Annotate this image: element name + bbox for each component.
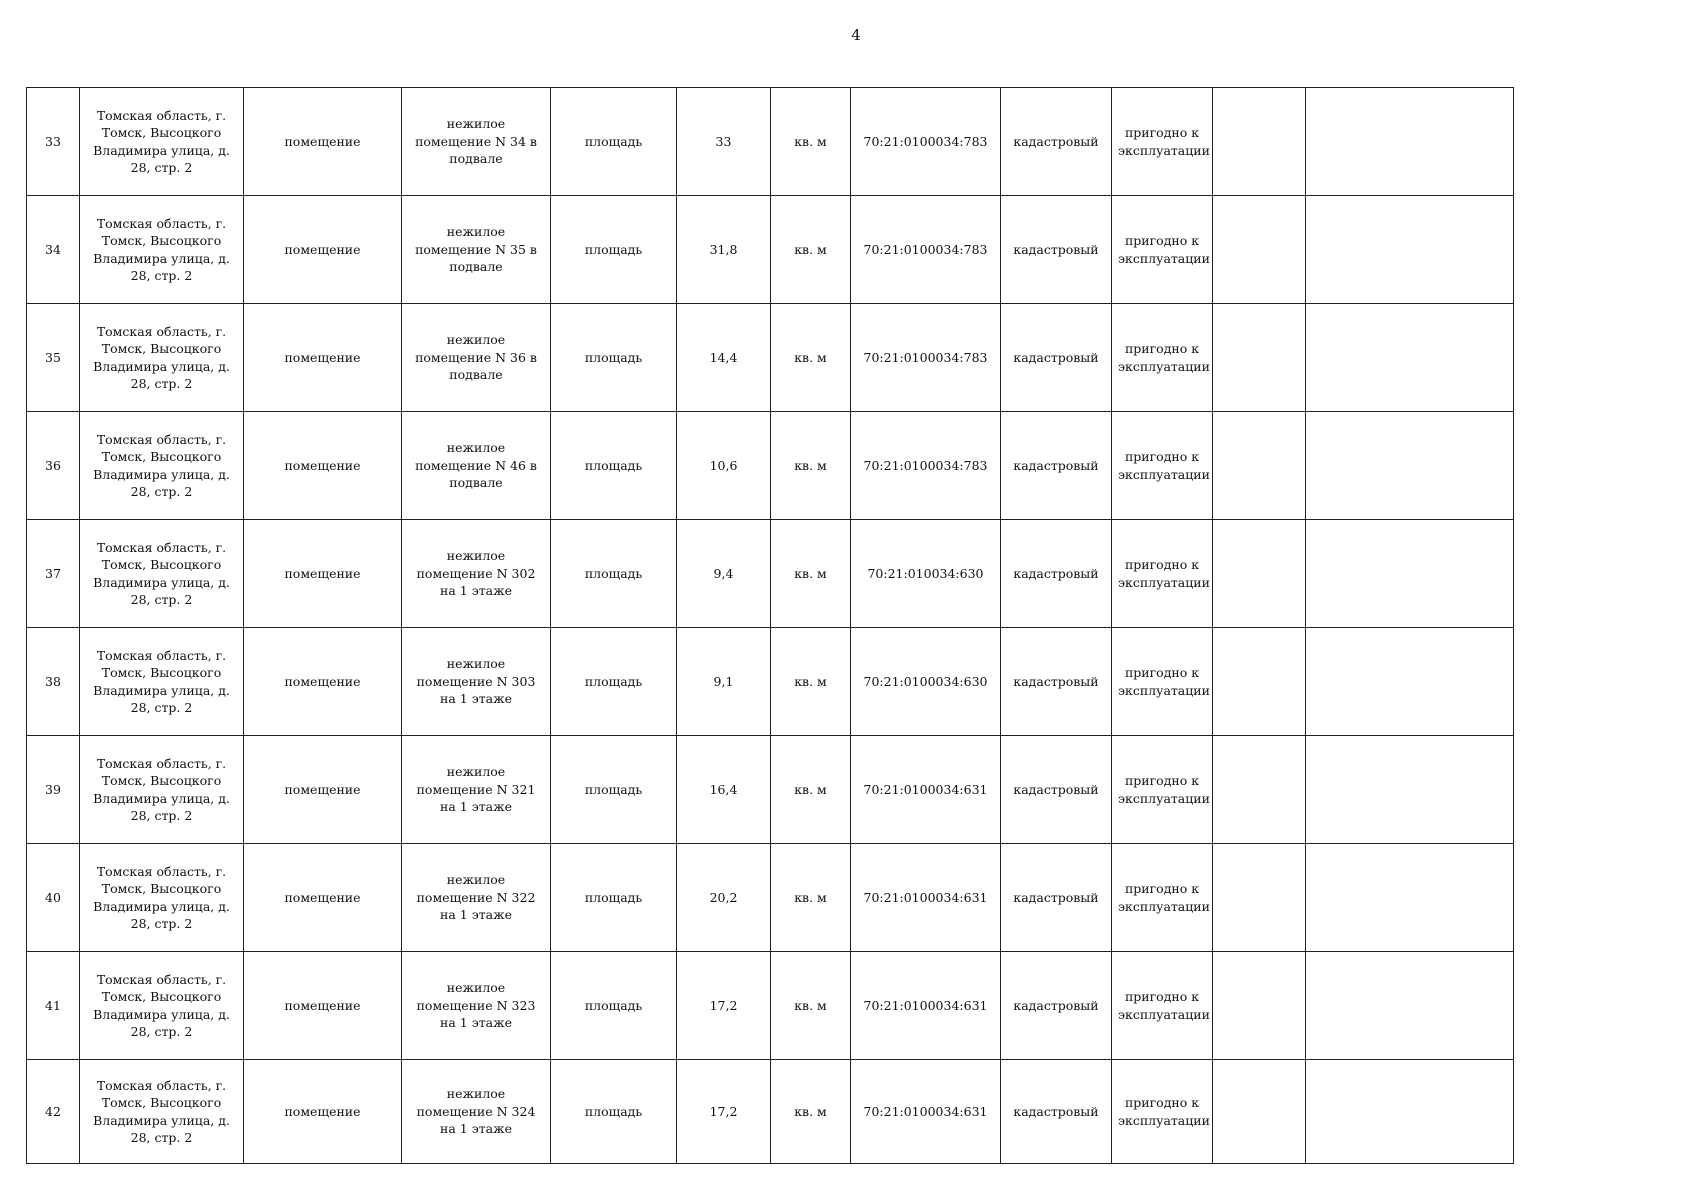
cadastral-number-cell: 70:21:0100034:783: [851, 196, 1001, 304]
area-value-cell: 16,4: [677, 736, 771, 844]
condition-cell: пригодно к эксплуатации: [1112, 88, 1213, 196]
object-type-cell: помещение: [244, 1060, 402, 1164]
condition-cell: пригодно к эксплуатации: [1112, 952, 1213, 1060]
address-cell: Томская область, г. Томск, Высоцкого Владимира улица, д. 28, стр. 2: [80, 196, 244, 304]
area-value-cell: 17,2: [677, 952, 771, 1060]
row-number-cell: 38: [27, 628, 80, 736]
number-type-cell: кадастровый: [1001, 412, 1112, 520]
object-type-cell: помещение: [244, 628, 402, 736]
number-type-cell: кадастровый: [1001, 196, 1112, 304]
address-cell: Томская область, г. Томск, Высоцкого Владимира улица, д. 28, стр. 2: [80, 304, 244, 412]
description-cell: нежилое помещение N 323 на 1 этаже: [402, 952, 551, 1060]
empty-cell: [1213, 736, 1306, 844]
address-cell: Томская область, г. Томск, Высоцкого Владимира улица, д. 28, стр. 2: [80, 844, 244, 952]
description-cell: нежилое помещение N 303 на 1 этаже: [402, 628, 551, 736]
condition-cell: пригодно к эксплуатации: [1112, 196, 1213, 304]
object-type-cell: помещение: [244, 412, 402, 520]
empty-cell: [1213, 844, 1306, 952]
number-type-cell: кадастровый: [1001, 1060, 1112, 1164]
address-cell: Томская область, г. Томск, Высоцкого Владимира улица, д. 28, стр. 2: [80, 88, 244, 196]
number-type-cell: кадастровый: [1001, 628, 1112, 736]
address-cell: Томская область, г. Томск, Высоцкого Владимира улица, д. 28, стр. 2: [80, 412, 244, 520]
empty-cell: [1306, 628, 1514, 736]
row-number-cell: 36: [27, 412, 80, 520]
table-row: [27, 736, 1514, 844]
table-row: [27, 628, 1514, 736]
empty-cell: [1306, 736, 1514, 844]
area-value-cell: 10,6: [677, 412, 771, 520]
condition-cell: пригодно к эксплуатации: [1112, 412, 1213, 520]
area-value-cell: 33: [677, 88, 771, 196]
table-row: [27, 88, 1514, 196]
unit-cell: кв. м: [771, 88, 851, 196]
object-type-cell: помещение: [244, 736, 402, 844]
number-type-cell: кадастровый: [1001, 304, 1112, 412]
unit-cell: кв. м: [771, 304, 851, 412]
area-value-cell: 9,1: [677, 628, 771, 736]
table-row: [27, 1060, 1514, 1164]
cadastral-number-cell: 70:21:0100034:783: [851, 88, 1001, 196]
number-type-cell: кадастровый: [1001, 88, 1112, 196]
condition-cell: пригодно к эксплуатации: [1112, 520, 1213, 628]
cadastral-number-cell: 70:21:0100034:783: [851, 304, 1001, 412]
row-number-cell: 39: [27, 736, 80, 844]
object-type-cell: помещение: [244, 844, 402, 952]
empty-cell: [1306, 520, 1514, 628]
parameter-cell: площадь: [551, 736, 677, 844]
unit-cell: кв. м: [771, 628, 851, 736]
unit-cell: кв. м: [771, 844, 851, 952]
object-type-cell: помещение: [244, 952, 402, 1060]
parameter-cell: площадь: [551, 304, 677, 412]
table-row: [27, 952, 1514, 1060]
table-row: [27, 412, 1514, 520]
object-type-cell: помещение: [244, 88, 402, 196]
description-cell: нежилое помещение N 35 в подвале: [402, 196, 551, 304]
empty-cell: [1213, 1060, 1306, 1164]
parameter-cell: площадь: [551, 844, 677, 952]
unit-cell: кв. м: [771, 520, 851, 628]
parameter-cell: площадь: [551, 628, 677, 736]
unit-cell: кв. м: [771, 412, 851, 520]
cadastral-number-cell: 70:21:0100034:783: [851, 412, 1001, 520]
address-cell: Томская область, г. Томск, Высоцкого Владимира улица, д. 28, стр. 2: [80, 952, 244, 1060]
empty-cell: [1213, 952, 1306, 1060]
area-value-cell: 31,8: [677, 196, 771, 304]
property-table: [26, 87, 1514, 1164]
empty-cell: [1213, 412, 1306, 520]
description-cell: нежилое помещение N 36 в подвале: [402, 304, 551, 412]
address-cell: Томская область, г. Томск, Высоцкого Владимира улица, д. 28, стр. 2: [80, 1060, 244, 1164]
number-type-cell: кадастровый: [1001, 520, 1112, 628]
number-type-cell: кадастровый: [1001, 952, 1112, 1060]
cadastral-number-cell: 70:21:0100034:630: [851, 628, 1001, 736]
cadastral-number-cell: 70:21:0100034:631: [851, 1060, 1001, 1164]
object-type-cell: помещение: [244, 196, 402, 304]
description-cell: нежилое помещение N 321 на 1 этаже: [402, 736, 551, 844]
object-type-cell: помещение: [244, 304, 402, 412]
empty-cell: [1306, 304, 1514, 412]
row-number-cell: 41: [27, 952, 80, 1060]
description-cell: нежилое помещение N 34 в подвале: [402, 88, 551, 196]
empty-cell: [1213, 88, 1306, 196]
description-cell: нежилое помещение N 46 в подвале: [402, 412, 551, 520]
empty-cell: [1213, 304, 1306, 412]
unit-cell: кв. м: [771, 952, 851, 1060]
description-cell: нежилое помещение N 324 на 1 этаже: [402, 1060, 551, 1164]
area-value-cell: 17,2: [677, 1060, 771, 1164]
unit-cell: кв. м: [771, 736, 851, 844]
condition-cell: пригодно к эксплуатации: [1112, 628, 1213, 736]
condition-cell: пригодно к эксплуатации: [1112, 736, 1213, 844]
table-row: [27, 196, 1514, 304]
empty-cell: [1306, 88, 1514, 196]
condition-cell: пригодно к эксплуатации: [1112, 844, 1213, 952]
empty-cell: [1306, 952, 1514, 1060]
row-number-cell: 40: [27, 844, 80, 952]
table-body: [27, 88, 1514, 1164]
object-type-cell: помещение: [244, 520, 402, 628]
cadastral-number-cell: 70:21:0100034:631: [851, 736, 1001, 844]
table-row: [27, 304, 1514, 412]
cadastral-number-cell: 70:21:0100034:631: [851, 844, 1001, 952]
parameter-cell: площадь: [551, 952, 677, 1060]
number-type-cell: кадастровый: [1001, 844, 1112, 952]
address-cell: Томская область, г. Томск, Высоцкого Владимира улица, д. 28, стр. 2: [80, 736, 244, 844]
empty-cell: [1306, 196, 1514, 304]
description-cell: нежилое помещение N 322 на 1 этаже: [402, 844, 551, 952]
empty-cell: [1306, 1060, 1514, 1164]
condition-cell: пригодно к эксплуатации: [1112, 1060, 1213, 1164]
parameter-cell: площадь: [551, 1060, 677, 1164]
table-row: [27, 520, 1514, 628]
unit-cell: кв. м: [771, 1060, 851, 1164]
row-number-cell: 42: [27, 1060, 80, 1164]
row-number-cell: 37: [27, 520, 80, 628]
unit-cell: кв. м: [771, 196, 851, 304]
empty-cell: [1213, 520, 1306, 628]
page-number: 4: [851, 26, 861, 44]
cadastral-number-cell: 70:21:0100034:631: [851, 952, 1001, 1060]
area-value-cell: 14,4: [677, 304, 771, 412]
condition-cell: пригодно к эксплуатации: [1112, 304, 1213, 412]
empty-cell: [1213, 196, 1306, 304]
area-value-cell: 20,2: [677, 844, 771, 952]
parameter-cell: площадь: [551, 196, 677, 304]
cadastral-number-cell: 70:21:010034:630: [851, 520, 1001, 628]
area-value-cell: 9,4: [677, 520, 771, 628]
table-row: [27, 844, 1514, 952]
empty-cell: [1306, 412, 1514, 520]
row-number-cell: 33: [27, 88, 80, 196]
parameter-cell: площадь: [551, 412, 677, 520]
address-cell: Томская область, г. Томск, Высоцкого Владимира улица, д. 28, стр. 2: [80, 628, 244, 736]
parameter-cell: площадь: [551, 520, 677, 628]
row-number-cell: 34: [27, 196, 80, 304]
empty-cell: [1213, 628, 1306, 736]
description-cell: нежилое помещение N 302 на 1 этаже: [402, 520, 551, 628]
parameter-cell: площадь: [551, 88, 677, 196]
number-type-cell: кадастровый: [1001, 736, 1112, 844]
address-cell: Томская область, г. Томск, Высоцкого Владимира улица, д. 28, стр. 2: [80, 520, 244, 628]
empty-cell: [1306, 844, 1514, 952]
row-number-cell: 35: [27, 304, 80, 412]
